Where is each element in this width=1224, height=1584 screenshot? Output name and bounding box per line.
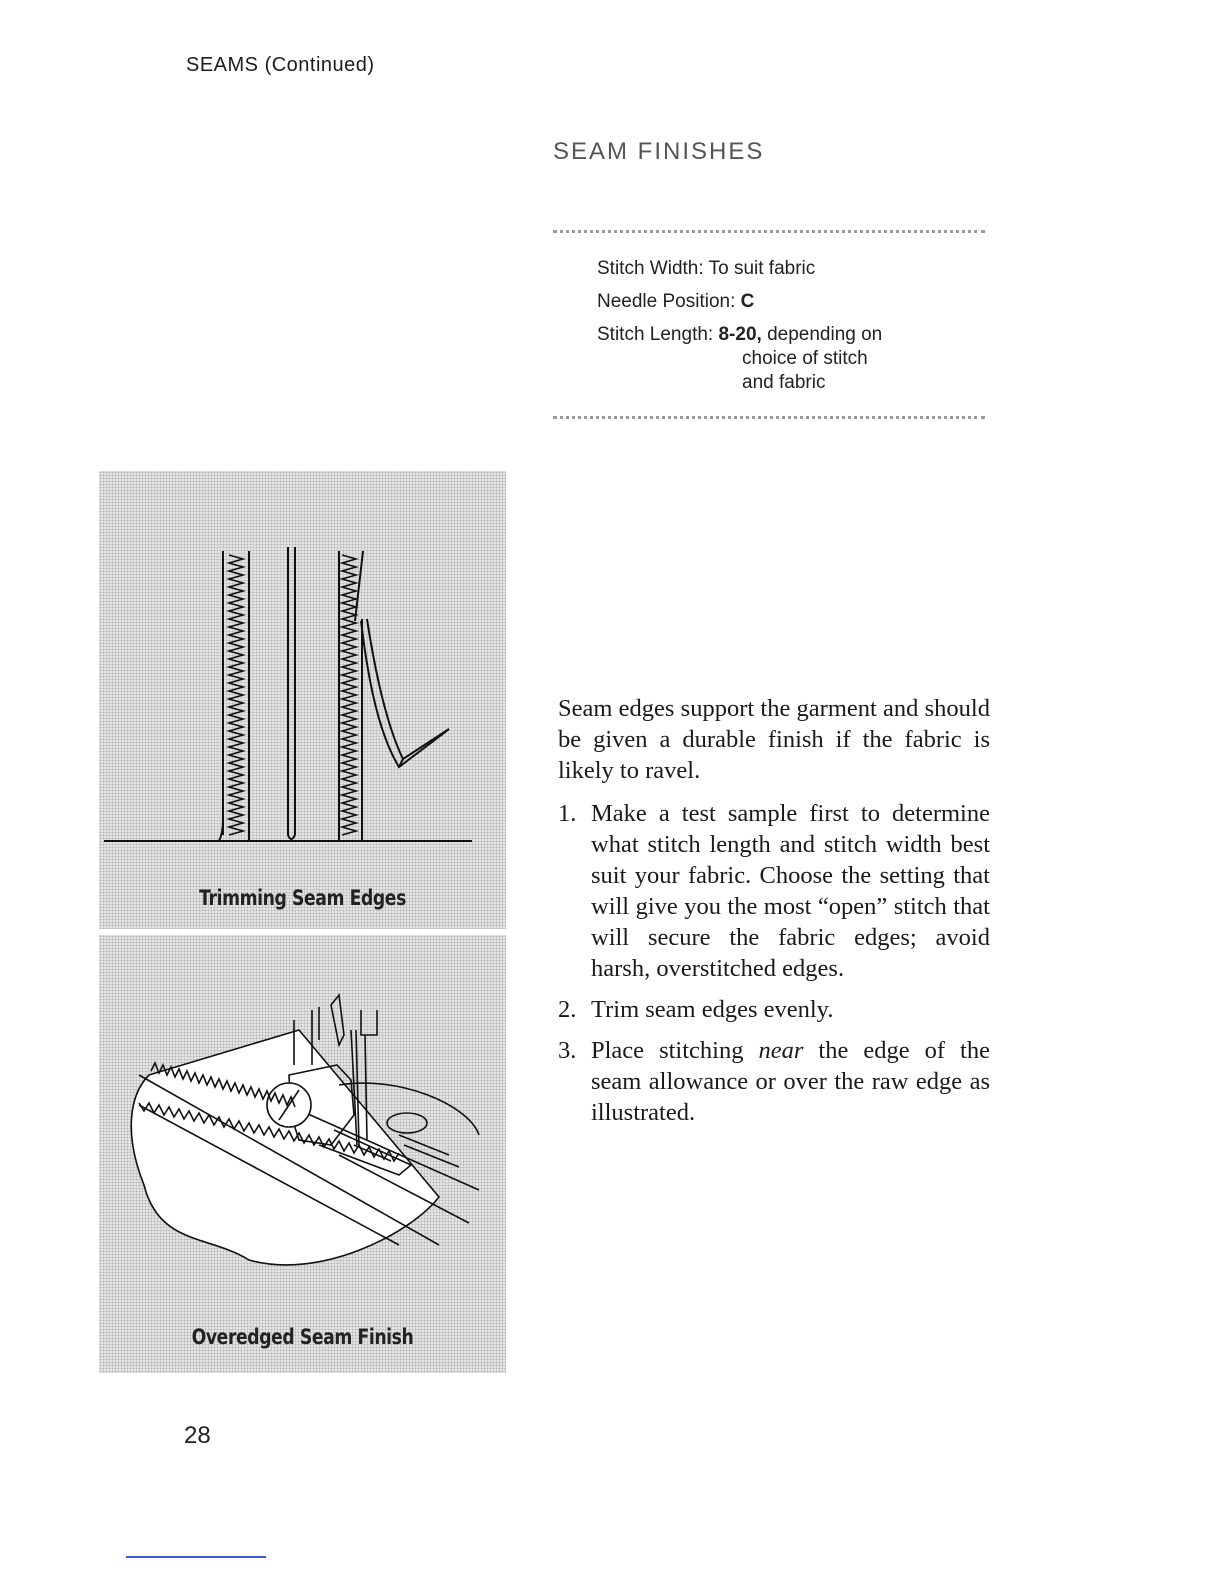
page-number: 28: [184, 1422, 211, 1449]
trimming-seam-illustration: [99, 471, 506, 929]
step-2-number: 2.: [558, 996, 577, 1023]
figure-caption-trimming: Trimming Seam Edges: [199, 886, 406, 910]
scan-artifact-line: [126, 1556, 266, 1558]
machine-settings-box: [553, 230, 985, 419]
stitch-length-note-line1: depending on: [767, 324, 883, 345]
needle-position-label: Needle Position:: [597, 291, 736, 312]
needle-position-row: [597, 290, 754, 314]
step-2: [558, 994, 990, 1025]
running-head: SEAMS (Continued): [186, 54, 375, 76]
figure-trimming-seam-edges: [99, 471, 506, 929]
figure-caption-overedged: Overedged Seam Finish: [191, 1325, 414, 1349]
step-3-text-before: Place stitching: [591, 1037, 759, 1064]
needle-position-value: C: [740, 291, 755, 312]
step-3-text-after: the edge of the seam allowance or over the raw edge as illustrated.: [591, 1037, 990, 1126]
step-1-text: Make a test sample first to determine what stitch length and stitch width best suit your fabric. Choose the setting that will give you the most “open” stitch that will secure the fabric edges; avoid harsh, overstitched edges.: [591, 800, 990, 982]
section-title: SEAM FINISHES: [553, 138, 765, 165]
intro-paragraph: Seam edges support the garment and should be given a durable finish if the fabric is likely to ravel.: [558, 695, 990, 784]
steps-list: [558, 798, 990, 1128]
overedged-seam-illustration: [99, 935, 506, 1373]
stitch-length-row: [597, 323, 882, 347]
instructions-text: [558, 693, 990, 1138]
stitch-length-value: 8-20,: [718, 324, 762, 345]
stitch-width-row: [597, 257, 815, 281]
stitch-length-label: Stitch Length:: [597, 324, 714, 345]
step-3: [558, 1035, 990, 1128]
step-3-emphasis: near: [758, 1037, 804, 1064]
figure-overedged-seam-finish: [99, 935, 506, 1373]
stitch-length-note-line2: choice of stitch: [742, 348, 868, 369]
stitch-width-value: To suit fabric: [708, 258, 816, 279]
step-3-number: 3.: [558, 1037, 577, 1064]
step-1-number: 1.: [558, 800, 577, 827]
step-1: [558, 798, 990, 984]
step-2-text: Trim seam edges evenly.: [591, 996, 834, 1023]
stitch-width-label: Stitch Width:: [597, 258, 704, 279]
stitch-length-note-line3: and fabric: [742, 372, 826, 393]
